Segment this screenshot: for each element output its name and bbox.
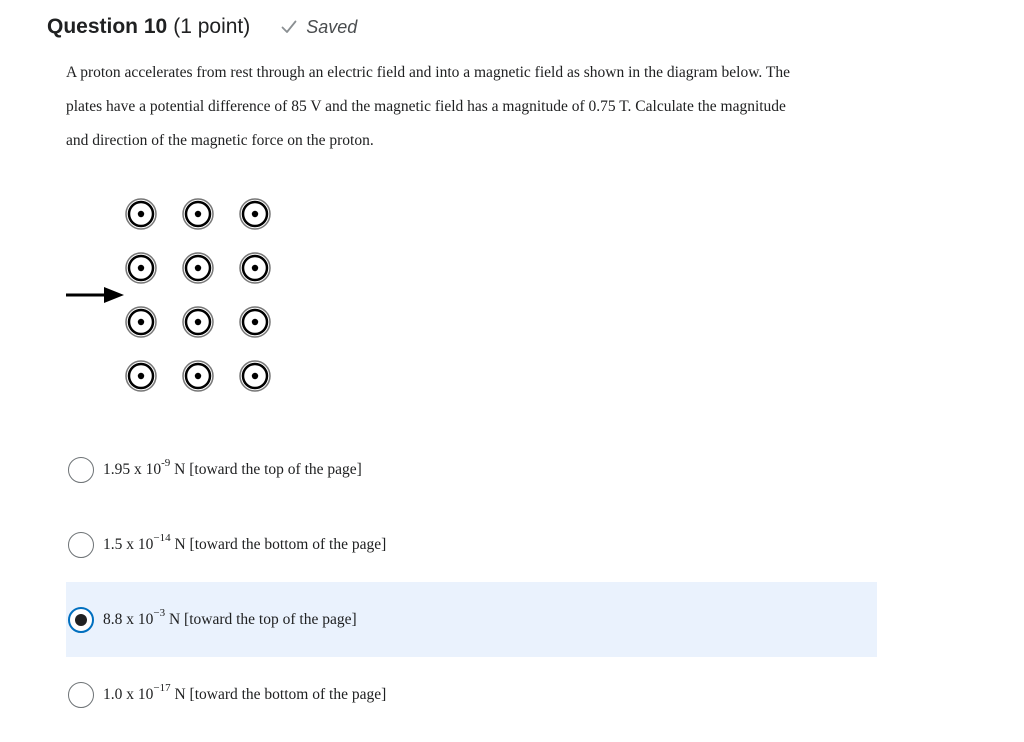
choice-label — [103, 609, 357, 629]
choice-exponent: −3 — [153, 607, 166, 620]
answer-choice-2[interactable] — [66, 507, 877, 582]
prompt-line-3: and direction of the magnetic force on the proton. — [66, 132, 374, 149]
choice-mantissa: 1.95 x 10 — [103, 461, 162, 479]
field-out-of-page-icon — [126, 307, 156, 337]
choice-exponent: -9 — [161, 457, 171, 470]
choice-exponent: −14 — [153, 532, 171, 545]
answer-choice-3[interactable] — [66, 582, 877, 657]
question-points: (1 point) — [173, 15, 251, 38]
radio-button[interactable] — [68, 532, 94, 558]
choice-mantissa: 1.5 x 10 — [103, 536, 154, 554]
answer-choice-4[interactable] — [66, 657, 877, 732]
choice-exponent: −17 — [153, 682, 171, 695]
choice-mantissa: 8.8 x 10 — [103, 611, 154, 629]
field-out-of-page-icon — [126, 361, 156, 391]
prompt-line-1: A proton accelerates from rest through an electric field and into a magnetic field as shown in the diagram below. The — [66, 64, 790, 81]
question-header — [47, 12, 357, 42]
choice-label — [103, 534, 386, 554]
check-icon — [280, 18, 298, 36]
radio-selected-dot — [75, 614, 87, 626]
radio-button[interactable] — [68, 682, 94, 708]
choice-rest: N [toward the bottom of the page] — [170, 686, 387, 704]
field-out-of-page-icon — [240, 307, 270, 337]
field-out-of-page-icon — [240, 361, 270, 391]
field-out-of-page-icon — [126, 253, 156, 283]
field-out-of-page-icon — [183, 253, 213, 283]
prompt-line-2: plates have a potential difference of 85 V and the magnetic field has a magnitude of 0.75 T. Calculate the magnitude — [66, 98, 786, 115]
field-grid — [126, 199, 270, 391]
answer-choice-1[interactable] — [66, 432, 877, 507]
answer-choices — [66, 432, 877, 732]
radio-button[interactable] — [68, 607, 94, 633]
saved-label: Saved — [306, 16, 358, 37]
field-out-of-page-icon — [126, 199, 156, 229]
field-out-of-page-icon — [183, 307, 213, 337]
field-out-of-page-icon — [183, 361, 213, 391]
choice-mantissa: 1.0 x 10 — [103, 686, 154, 704]
choice-rest: N [toward the bottom of the page] — [170, 536, 387, 554]
question-title: Question 10 — [47, 15, 168, 38]
radio-button[interactable] — [68, 457, 94, 483]
field-out-of-page-icon — [240, 253, 270, 283]
magnetic-field-diagram — [60, 190, 290, 400]
field-out-of-page-icon — [240, 199, 270, 229]
choice-label — [103, 684, 386, 704]
question-prompt — [66, 56, 876, 158]
field-out-of-page-icon — [183, 199, 213, 229]
choice-rest: N [toward the top of the page] — [165, 611, 357, 629]
choice-label — [103, 459, 362, 479]
choice-rest: N [toward the top of the page] — [170, 461, 362, 479]
proton-arrow-icon — [66, 287, 124, 303]
saved-status — [280, 17, 357, 38]
